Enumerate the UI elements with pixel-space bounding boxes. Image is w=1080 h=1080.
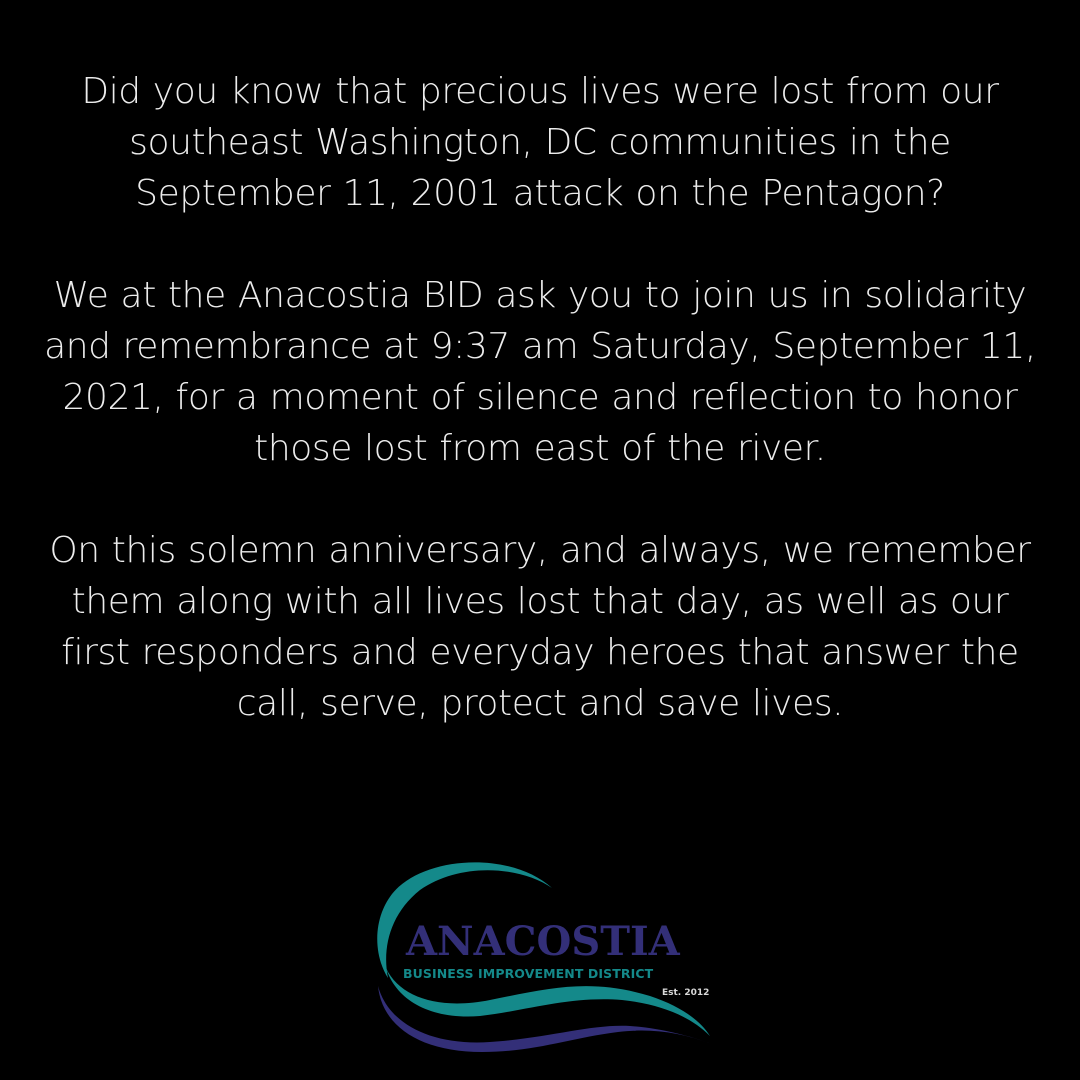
logo-wordmark: ANACOSTIA	[406, 918, 680, 965]
logo-established: Est. 2012	[662, 988, 710, 998]
message-paragraph-3: On this solemn anniversary, and always, we remember them along with all lives lost that day, as well as our first responders and everyday heroes that answer the call, serve, protect and save lives.	[49, 530, 1031, 724]
anacostia-bid-logo	[360, 848, 720, 1058]
message-body	[40, 66, 1040, 729]
logo-subtitle: BUSINESS IMPROVEMENT DISTRICT	[403, 966, 654, 981]
message-paragraph-2: We at the Anacostia BID ask you to join us in solidarity and remembrance at 9:37 am Saturday, September 11, 2021, for a moment of silence and reflection to honor those lost from east of the river.	[44, 275, 1036, 469]
message-paragraph-1: Did you know that precious lives were lost from our southeast Washington, DC communities in the September 11, 2001 attack on the Pentagon?	[81, 71, 999, 214]
